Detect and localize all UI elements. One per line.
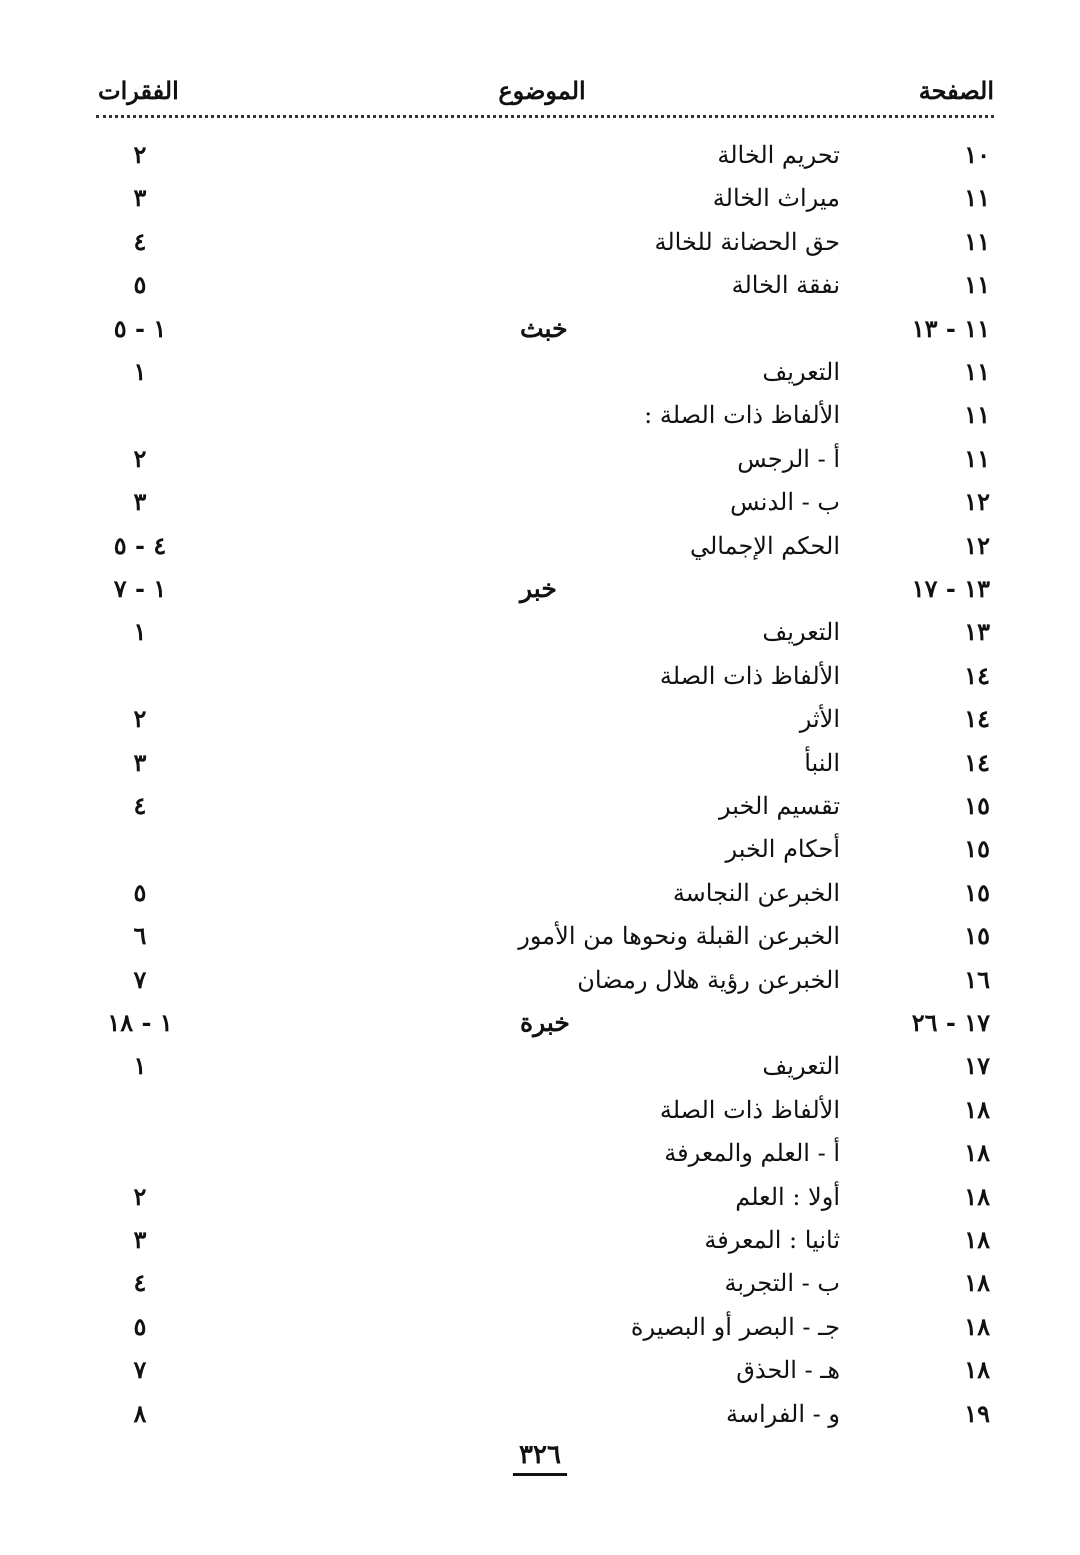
entry-page-number: ١٥ bbox=[964, 834, 990, 864]
page-number: ٣٢٦ bbox=[513, 1437, 567, 1476]
entry-paragraphs: ٦ bbox=[133, 921, 147, 951]
index-entry bbox=[0, 960, 1080, 1000]
entry-page-number: ١٢ bbox=[964, 487, 990, 517]
entry-page-number: ١٥ bbox=[964, 791, 990, 820]
entry-topic: التعريف bbox=[762, 358, 840, 386]
entry-paragraphs: ٥ bbox=[133, 877, 147, 907]
index-entry bbox=[0, 135, 1080, 175]
index-entry bbox=[0, 743, 1080, 783]
index-entry bbox=[0, 352, 1080, 392]
entry-topic: التعريف bbox=[762, 1052, 840, 1081]
entry-page-number: ١٨ bbox=[964, 1311, 990, 1341]
entry-paragraphs: ١ - ٧ bbox=[113, 574, 167, 603]
entry-topic: جـ - البصر أو البصيرة bbox=[630, 1312, 840, 1341]
entry-page-number: ١١ bbox=[964, 183, 990, 213]
entry-paragraphs: ٣ bbox=[133, 183, 147, 213]
entry-topic: تحريم الخالة bbox=[717, 141, 840, 169]
entry-topic: الألفاظ ذات الصلة bbox=[659, 661, 840, 690]
entry-paragraphs: ٨ bbox=[133, 1398, 147, 1428]
index-entry bbox=[0, 1046, 1080, 1086]
entry-page-number: ١٧ - ٢٦ bbox=[911, 1008, 990, 1037]
entry-page-number: ١٨ bbox=[964, 1225, 990, 1254]
header-paragraphs-column: الفقرات bbox=[98, 76, 179, 105]
index-entry bbox=[0, 1133, 1080, 1173]
index-entry-heading bbox=[0, 309, 1080, 349]
entry-page-number: ١٦ bbox=[964, 964, 990, 994]
index-entry bbox=[0, 1263, 1080, 1303]
entry-paragraphs: ٤ bbox=[133, 1268, 147, 1298]
entry-page-number: ١٠ bbox=[964, 140, 990, 169]
index-entry bbox=[0, 222, 1080, 262]
entry-topic: التعريف bbox=[762, 618, 840, 647]
entry-topic: ثانيا : المعرفة bbox=[704, 1226, 840, 1254]
entry-page-number: ١٨ bbox=[964, 1094, 990, 1124]
entry-paragraphs: ١ - ٥ bbox=[113, 313, 167, 343]
entry-page-number: ١٧ bbox=[964, 1051, 990, 1081]
entry-paragraphs: ٧ bbox=[133, 1355, 147, 1385]
index-entry bbox=[0, 873, 1080, 913]
entry-topic: و - الفراسة bbox=[726, 1399, 840, 1428]
entry-topic: أحكام الخبر bbox=[725, 835, 840, 864]
entry-topic: الألفاظ ذات الصلة : bbox=[644, 401, 840, 430]
entry-paragraphs: ٤ - ٥ bbox=[113, 530, 167, 560]
index-entry bbox=[0, 395, 1080, 435]
header-page-column: الصفحة bbox=[918, 76, 994, 105]
entry-paragraphs: ١ - ١٨ bbox=[107, 1008, 173, 1037]
entry-paragraphs: ٢ bbox=[133, 443, 147, 473]
entry-paragraphs: ٢ bbox=[133, 1181, 147, 1211]
entry-paragraphs: ١ bbox=[133, 617, 147, 647]
entry-paragraphs: ١ bbox=[133, 357, 147, 386]
entry-paragraphs: ٢ bbox=[133, 140, 147, 169]
index-entry bbox=[0, 699, 1080, 739]
entry-paragraphs: ٣ bbox=[133, 1225, 147, 1254]
index-entry bbox=[0, 526, 1080, 566]
entry-page-number: ١٨ bbox=[964, 1355, 990, 1385]
entry-topic: ب - الدنس bbox=[730, 488, 840, 517]
entry-page-number: ١٣ - ١٧ bbox=[911, 574, 990, 603]
index-entry bbox=[0, 1350, 1080, 1390]
index-entry bbox=[0, 1090, 1080, 1130]
entry-topic: الخبرعن القبلة ونحوها من الأمور bbox=[518, 922, 840, 951]
entry-topic: أ - الرجس bbox=[737, 444, 840, 473]
header-topic-column: الموضوع bbox=[498, 76, 586, 105]
entry-page-number: ١١ bbox=[964, 443, 990, 473]
entry-page-number: ١٨ bbox=[964, 1181, 990, 1211]
entry-paragraphs: ٣ bbox=[133, 747, 147, 777]
entry-paragraphs: ٤ bbox=[133, 791, 147, 820]
entry-page-number: ١٨ bbox=[964, 1268, 990, 1298]
entry-page-number: ١٥ bbox=[964, 921, 990, 951]
entry-topic: ميراث الخالة bbox=[712, 184, 840, 213]
entry-topic: ب - التجربة bbox=[724, 1269, 840, 1298]
entry-page-number: ١٨ bbox=[964, 1138, 990, 1168]
entry-page-number: ١٤ bbox=[964, 747, 990, 777]
index-entry bbox=[0, 1394, 1080, 1434]
entry-paragraphs: ٤ bbox=[133, 226, 147, 256]
index-entry-heading bbox=[0, 1003, 1080, 1043]
entry-topic: هـ - الحذق bbox=[736, 1356, 840, 1385]
index-entry bbox=[0, 1177, 1080, 1217]
entry-paragraphs: ٥ bbox=[133, 270, 147, 300]
index-entry bbox=[0, 439, 1080, 479]
entry-page-number: ١١ bbox=[964, 270, 990, 300]
page-footer bbox=[0, 1437, 1080, 1476]
index-entry bbox=[0, 656, 1080, 696]
index-entry-heading bbox=[0, 569, 1080, 609]
entry-heading-title: خبر bbox=[520, 574, 557, 603]
entry-paragraphs: ٧ bbox=[133, 964, 147, 994]
index-entry bbox=[0, 1307, 1080, 1347]
entry-heading-title: خبث bbox=[520, 313, 568, 343]
entry-paragraphs: ٢ bbox=[133, 704, 147, 734]
entry-page-number: ١١ bbox=[964, 357, 990, 386]
index-entry bbox=[0, 829, 1080, 869]
index-entry bbox=[0, 1220, 1080, 1260]
entry-topic: أولا : العلم bbox=[735, 1182, 840, 1211]
index-entry bbox=[0, 482, 1080, 522]
entry-topic: نفقة الخالة bbox=[731, 271, 840, 300]
entry-page-number: ١٤ bbox=[964, 704, 990, 734]
entry-paragraphs: ١ bbox=[133, 1051, 147, 1081]
entry-page-number: ١١ - ١٣ bbox=[911, 313, 990, 343]
index-entry bbox=[0, 916, 1080, 956]
entry-topic: تقسيم الخبر bbox=[718, 792, 840, 820]
entry-topic: الخبرعن رؤية هلال رمضان bbox=[577, 965, 840, 994]
index-entry bbox=[0, 612, 1080, 652]
entry-topic: حق الحضانة للخالة bbox=[654, 227, 840, 256]
entry-page-number: ١٥ bbox=[964, 877, 990, 907]
index-entry bbox=[0, 265, 1080, 305]
entry-paragraphs: ٥ bbox=[133, 1311, 147, 1341]
entry-paragraphs: ٣ bbox=[133, 487, 147, 517]
entry-page-number: ١٣ bbox=[964, 617, 990, 647]
entry-topic: النبأ bbox=[804, 748, 840, 777]
entry-page-number: ١١ bbox=[964, 400, 990, 430]
entry-topic: الخبرعن النجاسة bbox=[672, 878, 840, 907]
entry-page-number: ١٩ bbox=[964, 1398, 990, 1428]
entry-topic: أ - العلم والمعرفة bbox=[664, 1139, 840, 1168]
entry-page-number: ١٤ bbox=[964, 660, 990, 690]
entry-page-number: ١٢ bbox=[964, 530, 990, 560]
index-entry bbox=[0, 786, 1080, 826]
entry-topic: الأثر bbox=[799, 705, 840, 734]
index-entry bbox=[0, 178, 1080, 218]
entry-topic: الحكم الإجمالي bbox=[689, 531, 840, 560]
entry-topic: الألفاظ ذات الصلة bbox=[659, 1095, 840, 1124]
entry-page-number: ١١ bbox=[964, 226, 990, 256]
entry-heading-title: خبرة bbox=[520, 1008, 570, 1037]
